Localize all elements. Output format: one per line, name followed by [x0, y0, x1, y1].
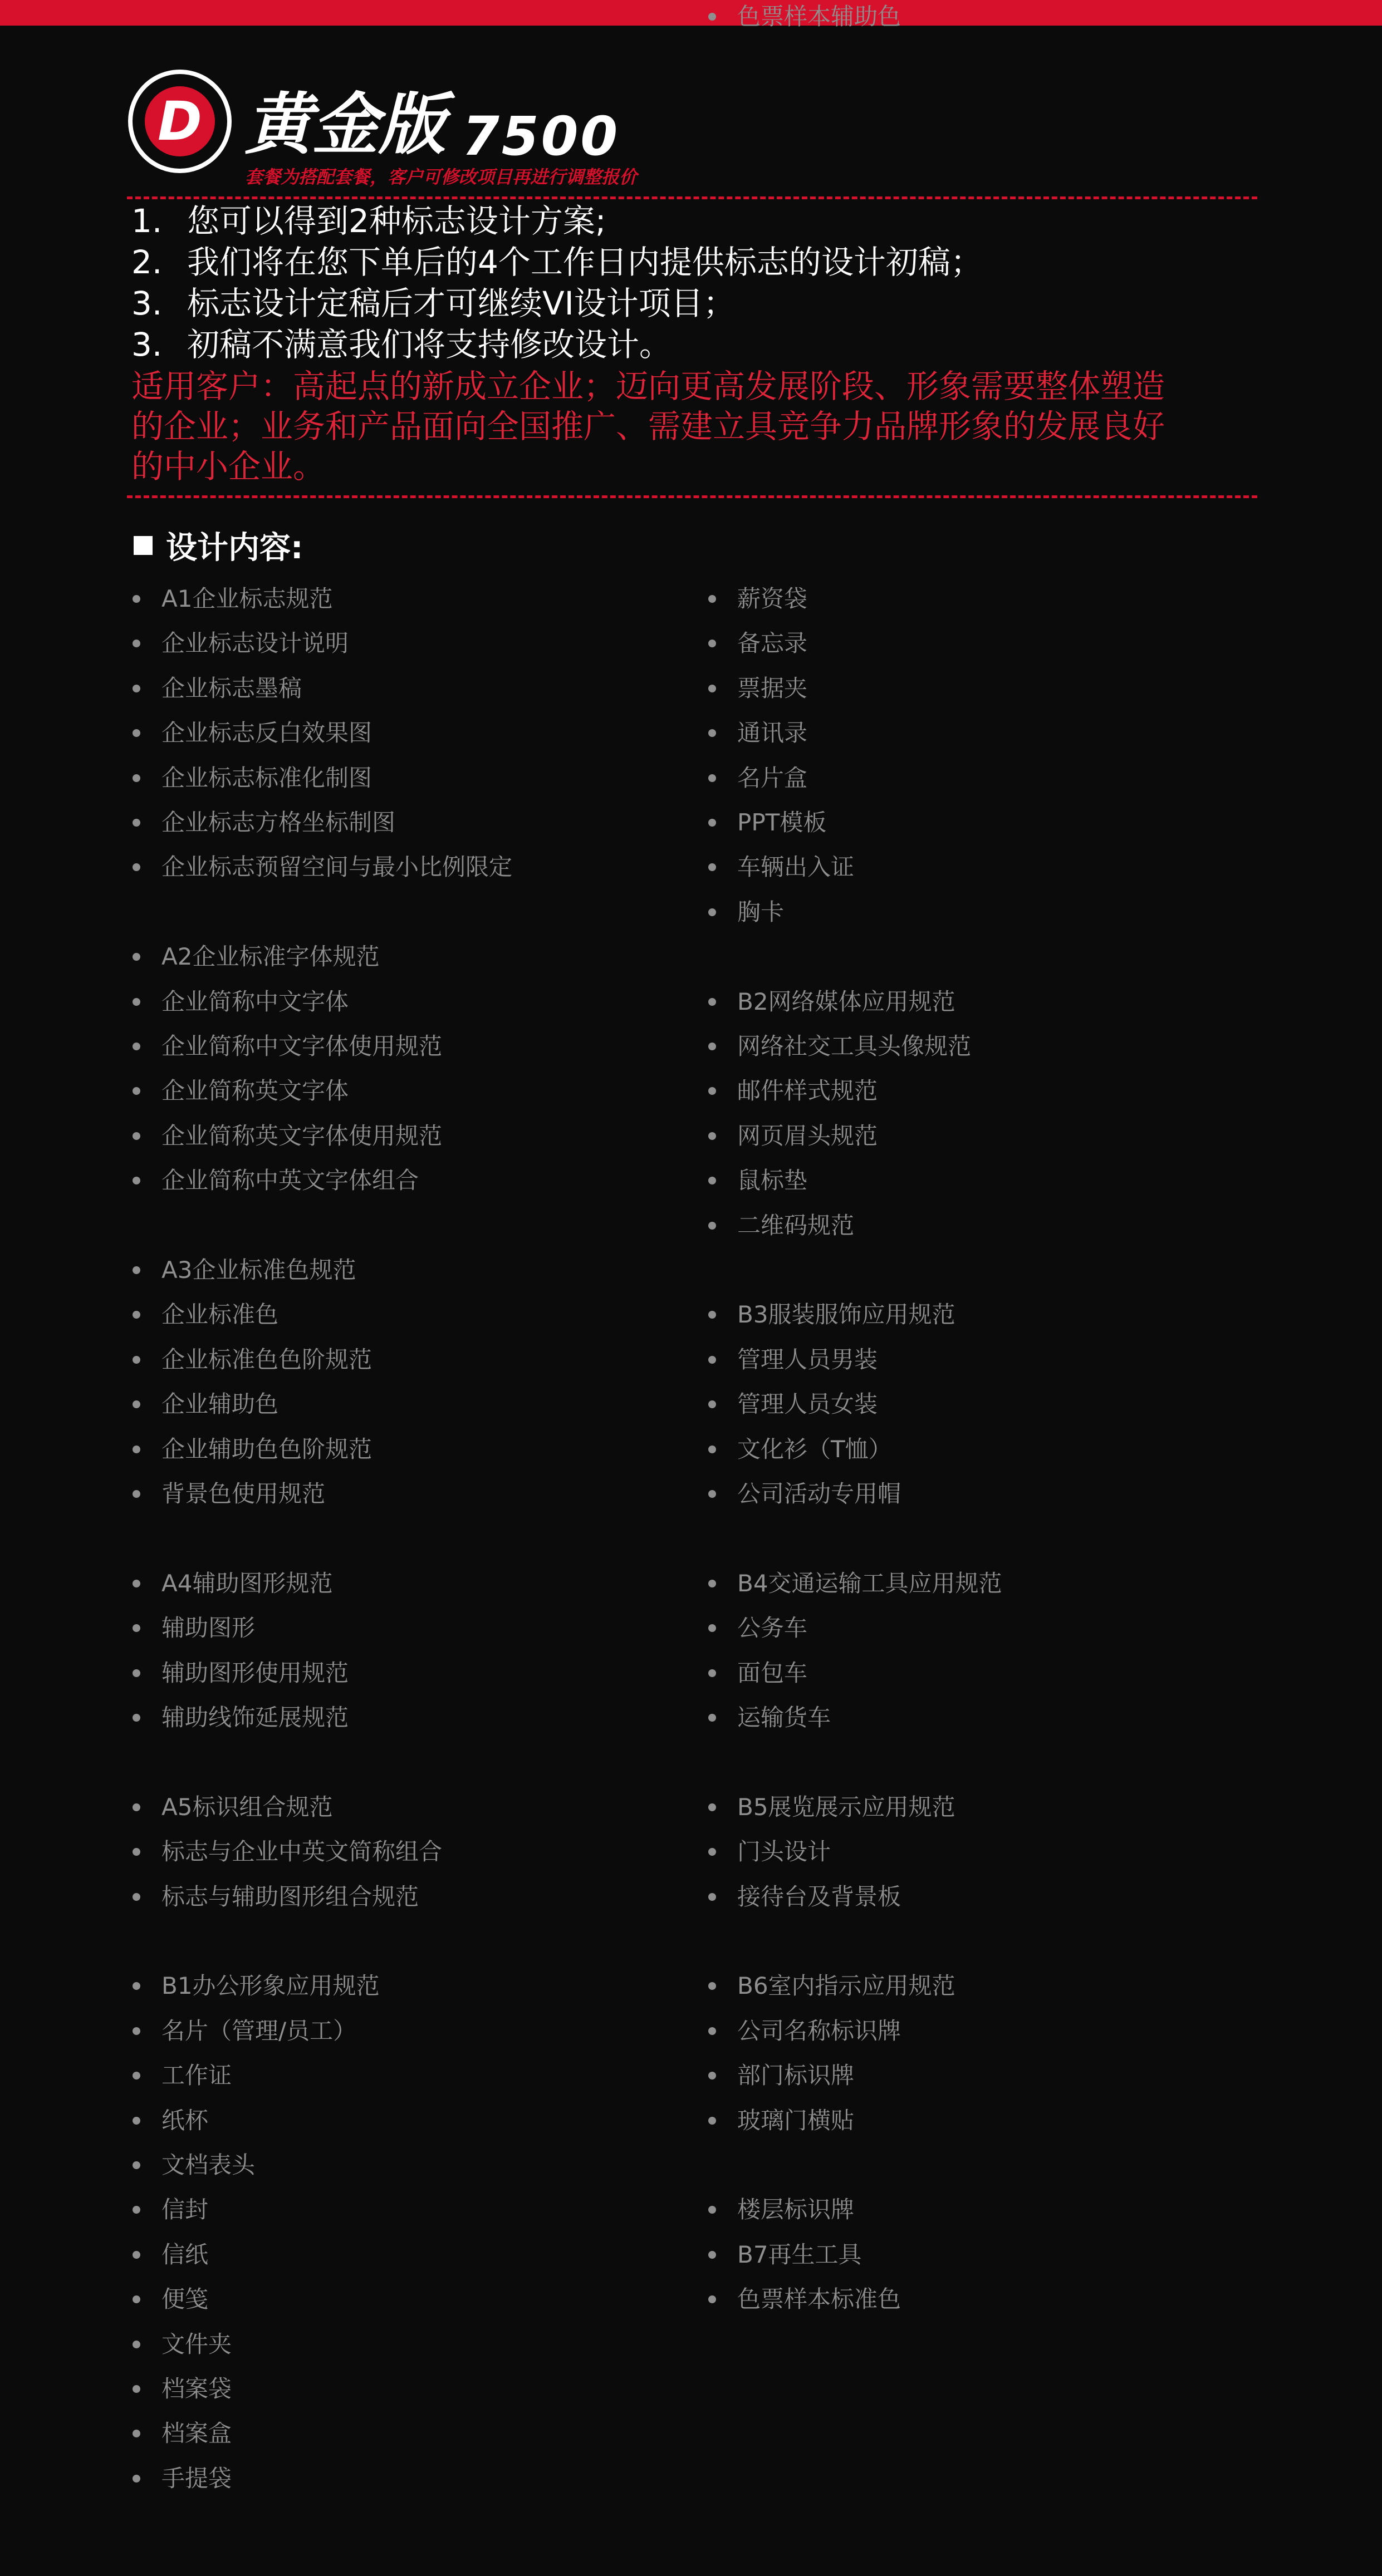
design-list-item: 玻璃门横贴: [708, 2104, 854, 2137]
design-list-item: 手提袋: [133, 2462, 232, 2495]
bullet-dot-icon: [708, 1669, 716, 1677]
bullet-dot-icon: [133, 640, 140, 647]
bullet-dot-icon: [708, 908, 716, 916]
bullet-dot-icon: [708, 1446, 716, 1453]
design-list-item: 文化衫（T恤）: [708, 1433, 892, 1466]
bullet-dot-icon: [133, 1982, 140, 1990]
bullet-dot-icon: [708, 1177, 716, 1184]
bullet-dot-icon: [133, 595, 140, 603]
package-subtitle: 套餐为搭配套餐，客户可修改项目再进行调整报价: [245, 166, 638, 188]
bullet-dot-icon: [708, 998, 716, 1006]
bullet-dot-icon: [708, 685, 716, 692]
bullet-dot-icon: [708, 729, 716, 737]
bullet-dot-icon: [708, 1043, 716, 1050]
bullet-dot-icon: [708, 1580, 716, 1587]
design-list-item: B6室内指示应用规范: [708, 1969, 955, 2003]
design-list-item: 辅助图形: [133, 1611, 255, 1645]
bullet-dot-icon: [708, 1803, 716, 1811]
design-list-item: 便笺: [133, 2283, 208, 2316]
bullet-dot-icon: [708, 1714, 716, 1722]
design-list-item: 标志与辅助图形组合规范: [133, 1880, 419, 1914]
design-list-item: 色票样本标准色: [708, 2283, 901, 2316]
design-list-item: 二维码规范: [708, 1209, 854, 1242]
design-list-item: 企业简称英文字体: [133, 1074, 349, 1108]
design-list-item: 企业标志墨稿: [133, 672, 302, 705]
bullet-dot-icon: [133, 863, 140, 871]
design-list-item: B3服装服饰应用规范: [708, 1298, 955, 1331]
bullet-dot-icon: [708, 1982, 716, 1990]
bullet-dot-icon: [708, 1132, 716, 1140]
bullet-dot-icon: [708, 1356, 716, 1364]
design-list-item: 企业标志反白效果图: [133, 716, 372, 750]
bullet-dot-icon: [708, 595, 716, 603]
bullet-dot-icon: [708, 2251, 716, 2259]
bullet-dot-icon: [133, 1087, 140, 1095]
divider-top: [127, 196, 1257, 199]
design-list-item: PPT模板: [708, 806, 826, 839]
bullet-dot-icon: [133, 1400, 140, 1408]
bullet-dot-icon: [133, 1893, 140, 1901]
design-list-item: 企业简称中文字体使用规范: [133, 1030, 442, 1063]
design-list-item: 档案盒: [133, 2417, 232, 2450]
bullet-dot-icon: [708, 2027, 716, 2035]
design-list-item: 名片盒: [708, 761, 807, 795]
design-list-item: 通讯录: [708, 716, 807, 750]
design-list-item: 辅助图形使用规范: [133, 1656, 349, 1690]
bullet-dot-icon: [133, 2430, 140, 2437]
intro-point: 3. 标志设计定稿后才可继续VI设计项目；: [131, 284, 736, 322]
bullet-dot-icon: [133, 685, 140, 692]
bullet-dot-icon: [133, 1132, 140, 1140]
bullet-dot-icon: [133, 1490, 140, 1498]
design-list-item: 管理人员女装: [708, 1388, 878, 1421]
design-list-item: 企业标准色: [133, 1298, 278, 1331]
bullet-dot-icon: [133, 2117, 140, 2125]
design-list-item: 邮件样式规范: [708, 1074, 878, 1108]
bullet-dot-icon: [133, 2027, 140, 2035]
design-list-item: A3企业标准色规范: [133, 1253, 356, 1287]
bullet-dot-icon: [708, 1624, 716, 1632]
design-list-item: 文档表头: [133, 2149, 255, 2182]
bullet-dot-icon: [133, 774, 140, 782]
bullet-dot-icon: [133, 2206, 140, 2214]
bullet-dot-icon: [133, 1848, 140, 1856]
bullet-dot-icon: [708, 1087, 716, 1095]
design-list-item: 公务车: [708, 1611, 807, 1645]
bullet-dot-icon: [708, 819, 716, 827]
bullet-dot-icon: [133, 1714, 140, 1722]
design-list-item: A2企业标准字体规范: [133, 940, 379, 974]
bullet-dot-icon: [133, 2385, 140, 2393]
design-list-item: B7再生工具: [708, 2238, 862, 2272]
design-list-item: 企业标志标准化制图: [133, 761, 372, 795]
intro-point: 2. 我们将在您下单后的4个工作日内提供标志的设计初稿；: [131, 243, 983, 281]
bullet-dot-icon: [708, 2117, 716, 2125]
design-list-item: 面包车: [708, 1656, 807, 1690]
design-list-item: A1企业标志规范: [133, 582, 332, 616]
package-title: 黄金版: [245, 86, 445, 164]
design-list-item: B1办公形象应用规范: [133, 1969, 380, 2003]
design-list-item: 信纸: [133, 2238, 208, 2272]
bullet-dot-icon: [708, 863, 716, 871]
bullet-dot-icon: [708, 1311, 716, 1319]
bullet-dot-icon: [133, 998, 140, 1006]
design-list-item: 接待台及背景板: [708, 1880, 901, 1914]
design-list-item: B4交通运输工具应用规范: [708, 1567, 1002, 1600]
design-list-item: A5标识组合规范: [133, 1791, 332, 1824]
intro-point: 3. 初稿不满意我们将支持修改设计。: [131, 326, 672, 363]
bullet-dot-icon: [133, 2295, 140, 2303]
design-list-item: 色票样本辅助色: [708, 0, 901, 33]
bullet-dot-icon: [133, 1177, 140, 1184]
design-list-item: 标志与企业中英文简称组合: [133, 1835, 442, 1869]
bullet-dot-icon: [708, 774, 716, 782]
design-list-item: 名片（管理/员工）: [133, 2014, 356, 2048]
bullet-dot-icon: [708, 1222, 716, 1230]
bullet-dot-icon: [133, 1446, 140, 1453]
bullet-dot-icon: [133, 1311, 140, 1319]
design-list-item: 档案袋: [133, 2372, 232, 2406]
intro-point: 1. 您可以得到2种标志设计方案;: [131, 202, 606, 240]
bullet-dot-icon: [708, 1400, 716, 1408]
design-content-heading: 设计内容:: [134, 523, 303, 568]
bullet-dot-icon: [708, 1490, 716, 1498]
design-list-item: 部门标识牌: [708, 2059, 854, 2092]
bullet-dot-icon: [708, 640, 716, 647]
bullet-dot-icon: [708, 2072, 716, 2080]
design-list-item: 管理人员男装: [708, 1343, 878, 1377]
design-list-item: 纸杯: [133, 2104, 208, 2137]
design-list-item: 胸卡: [708, 896, 784, 929]
bullet-dot-icon: [133, 2251, 140, 2259]
bullet-dot-icon: [133, 1669, 140, 1677]
design-list-item: 企业简称中文字体: [133, 985, 349, 1019]
bullet-dot-icon: [133, 1356, 140, 1364]
design-list-item: 运输货车: [708, 1701, 831, 1734]
design-list-item: 企业辅助色色阶规范: [133, 1433, 372, 1466]
design-list-item: 工作证: [133, 2059, 232, 2092]
design-list-item: 背景色使用规范: [133, 1477, 325, 1511]
logo-letter: D: [158, 90, 202, 153]
design-list-item: 企业简称中英文字体组合: [133, 1164, 419, 1197]
bullet-dot-icon: [133, 2341, 140, 2348]
design-list-item: 信封: [133, 2193, 208, 2226]
design-list-item: B2网络媒体应用规范: [708, 985, 955, 1019]
design-list-item: 企业标志预留空间与最小比例限定: [133, 851, 512, 884]
design-list-item: 公司活动专用帽: [708, 1477, 901, 1511]
design-list-item: A4辅助图形规范: [133, 1567, 332, 1600]
bullet-dot-icon: [133, 2475, 140, 2482]
design-list-item: 票据夹: [708, 672, 807, 705]
design-list-item: 车辆出入证: [708, 851, 854, 884]
square-bullet-icon: [134, 536, 153, 555]
bullet-dot-icon: [133, 1266, 140, 1274]
package-price: 7500: [462, 105, 620, 168]
brand-logo-icon: [128, 70, 232, 173]
design-list-item: 楼层标识牌: [708, 2193, 854, 2226]
bullet-dot-icon: [708, 1893, 716, 1901]
design-list-item: 网页眉头规范: [708, 1119, 878, 1153]
bullet-dot-icon: [708, 2206, 716, 2214]
intro-section: [131, 200, 1256, 486]
design-list-item: 薪资袋: [708, 582, 807, 616]
design-list-item: 企业标志方格坐标制图: [133, 806, 395, 839]
bullet-dot-icon: [133, 953, 140, 961]
bullet-dot-icon: [133, 819, 140, 827]
bullet-dot-icon: [708, 2295, 716, 2303]
bullet-dot-icon: [133, 729, 140, 737]
design-list-item: 文件夹: [133, 2328, 232, 2361]
design-list-item: 公司名称标识牌: [708, 2014, 901, 2048]
design-list-item: 企业标志设计说明: [133, 627, 349, 660]
target-customers: 适用客户：高起点的新成立企业；迈向更高发展阶段、形象需要整体塑造 的企业；业务和产品面向全国推广、需建立具竞争力品牌形象的发展良好 的中小企业。: [131, 367, 1165, 485]
design-list-item: 企业辅助色: [133, 1388, 278, 1421]
design-list-item: B5展览展示应用规范: [708, 1791, 955, 1824]
design-list-item: 企业简称英文字体使用规范: [133, 1119, 442, 1153]
top-accent-bar: [0, 0, 1382, 26]
bullet-dot-icon: [133, 1624, 140, 1632]
bullet-dot-icon: [133, 2072, 140, 2080]
design-list-item: 鼠标垫: [708, 1164, 807, 1197]
divider-bottom: [127, 495, 1257, 498]
bullet-dot-icon: [708, 13, 716, 21]
design-list-item: 网络社交工具头像规范: [708, 1030, 971, 1063]
design-list-item: 辅助线饰延展规范: [133, 1701, 349, 1734]
design-list-item: 备忘录: [708, 627, 807, 660]
bullet-dot-icon: [133, 2161, 140, 2169]
design-list-item: 企业标准色色阶规范: [133, 1343, 372, 1377]
bullet-dot-icon: [708, 1848, 716, 1856]
bullet-dot-icon: [133, 1580, 140, 1587]
bullet-dot-icon: [133, 1043, 140, 1050]
design-list-item: 门头设计: [708, 1835, 831, 1869]
bullet-dot-icon: [133, 1803, 140, 1811]
